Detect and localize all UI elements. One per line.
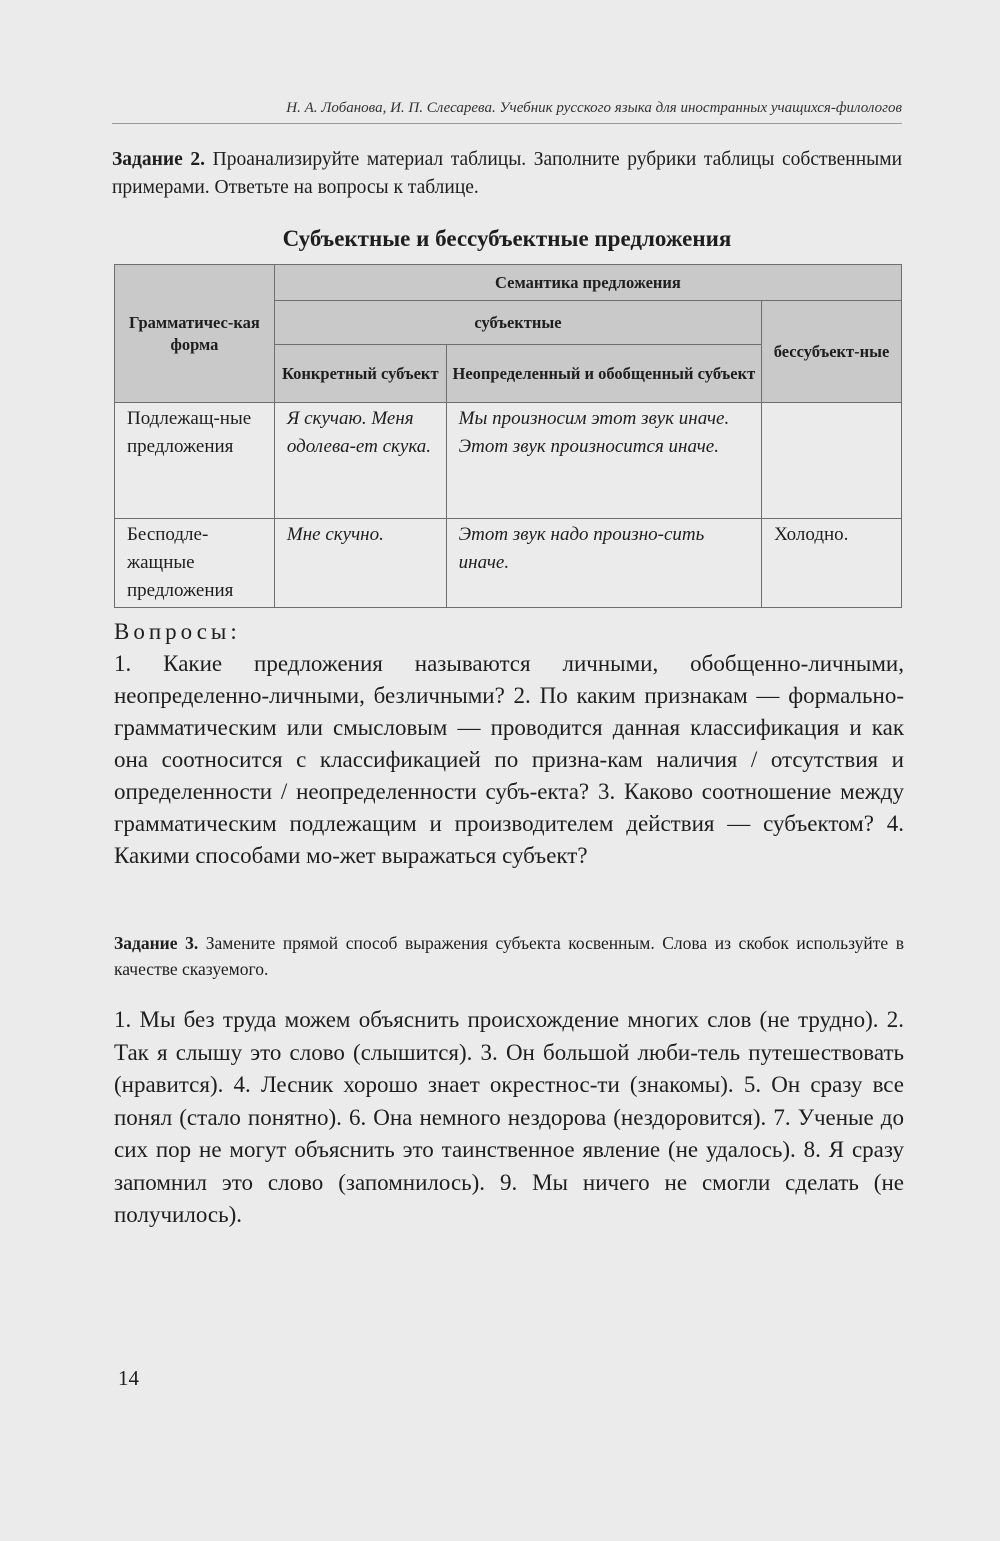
header-subject: субъектные bbox=[274, 301, 761, 345]
row-form-cell: Бесподле-жащные предложения bbox=[115, 519, 275, 608]
task-2-label: Задание 2. bbox=[112, 149, 206, 170]
header-concrete: Конкретный субъект bbox=[274, 345, 446, 403]
header-indefinite: Неопределенный и обобщенный субъект bbox=[446, 345, 761, 403]
header-semantics: Семантика предложения bbox=[274, 265, 901, 301]
table-row bbox=[115, 403, 902, 519]
task-2 bbox=[112, 146, 902, 202]
task-3-text: Замените прямой способ выражения субъекта косвенным. Слова из скобок используйте в качестве сказуемого. bbox=[114, 933, 905, 979]
subjectless-example-cell: Холодно. bbox=[762, 519, 902, 608]
table-row bbox=[115, 519, 902, 608]
questions-text: 1. Какие предложения называются личными, обобщенно-личными, неопределенно-личными, безличными? 2. По каким признакам — формально-грамматическим или смысловым — проводится данная классификация и как она соотносится с классификацией по призна-кам наличия / отсутствия и определенности / неопределенности субъ-екта? 3. Каково соотношение между грамматическим подлежащим и производителем действия — субъектом? 4. Какими способами мо-жет выражаться субъект? bbox=[114, 651, 904, 868]
concrete-example-cell: Я скучаю. Меня одолева-ет скука. bbox=[274, 403, 446, 519]
questions-heading: Вопросы: bbox=[114, 619, 241, 644]
task-3 bbox=[114, 930, 904, 982]
header-subjectless: бессубъект-ные bbox=[762, 301, 902, 403]
exercise-sentences: 1. Мы без труда можем объяснить происхождение многих слов (не трудно). 2. Так я слышу это слово (слышится). 3. Он большой люби-тель путешествовать (нравится). 4. Лесник хорошо знает окрестнос-ти (знакомы). 5. Он сразу все понял (стало понятно). 6. Она немного нездорова (нездоровится). 7. Ученые до сих пор не могут объяснить это таинственное явление (не удалось). 8. Я сразу запомнил это слово (запомнилось). 9. Мы ничего не смогли сделать (не получилось). bbox=[114, 1007, 904, 1227]
row-form-cell: Подлежащ-ные предложения bbox=[115, 403, 275, 519]
task-2-text: Проанализируйте материал таблицы. Заполните рубрики таблицы собственными примерами. Ответьте на вопросы к таблице. bbox=[112, 149, 903, 198]
table-title: Субъектные и бессубъектные предложения bbox=[282, 226, 732, 251]
header-grammatical-form: Грамматичес-кая форма bbox=[115, 265, 275, 403]
running-head: Н. А. Лобанова, И. П. Слесарева. Учебник русского языка для иностранных учащихся-филологов bbox=[112, 100, 902, 124]
subjectless-example-cell bbox=[762, 403, 902, 519]
indefinite-example-cell bbox=[446, 403, 761, 519]
indefinite-example-1: Этот звук надо произно-сить иначе. bbox=[458, 524, 705, 573]
concrete-example-cell: Мне скучно. bbox=[274, 519, 446, 608]
indefinite-example-cell bbox=[446, 519, 761, 608]
task-3-label: Задание 3. bbox=[114, 933, 199, 953]
page-number: 14 bbox=[118, 1366, 139, 1390]
questions-block bbox=[114, 616, 904, 872]
semantics-table bbox=[114, 264, 902, 608]
indefinite-example-2: Этот звук произносится иначе. bbox=[458, 436, 719, 457]
indefinite-example-1: Мы произносим этот звук иначе. bbox=[458, 408, 730, 429]
